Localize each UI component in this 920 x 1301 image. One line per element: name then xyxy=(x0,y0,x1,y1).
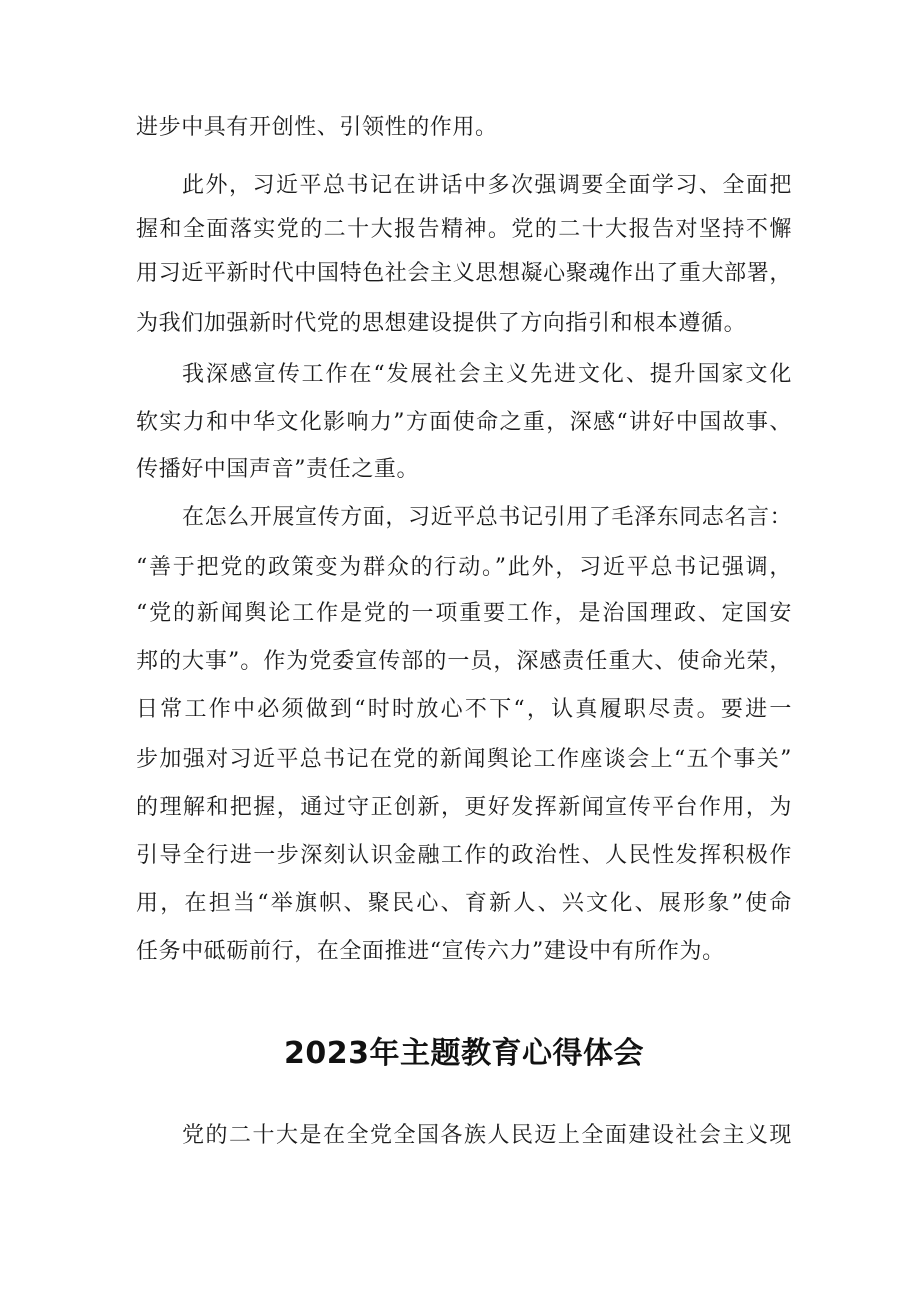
text-line-5: 为我们加强新时代党的思想建设提供了方向指引和根本遵循。 xyxy=(136,311,747,336)
text-line-6: 我深感宣传工作在“发展社会主义先进文化、提升国家文化 xyxy=(182,362,792,387)
text-line-3: 握和全面落实党的二十大报告精神。党的二十大报告对坚持不懈 xyxy=(136,217,792,242)
text-line-14: 步加强对习近平总书记在党的新闻舆论工作座谈会上“五个事关” xyxy=(136,747,792,772)
text-line-16: 引导全行进一步深刻认识金融工作的政治性、人民性发挥积极作 xyxy=(136,843,792,868)
text-line-2: 此外，习近平总书记在讲话中多次强调要全面学习、全面把 xyxy=(182,173,792,198)
text-line-15: 的理解和把握，通过守正创新，更好发挥新闻宣传平台作用，为 xyxy=(136,795,792,820)
closing-text-line: 党的二十大是在全党全国各族人民迈上全面建设社会主义现 xyxy=(182,1123,792,1148)
text-line-13: 日常工作中必须做到“时时放心不下“，认真履职尽责。要进一 xyxy=(136,697,792,722)
text-line-11: “党的新闻舆论工作是党的一项重要工作，是治国理政、定国安 xyxy=(136,601,792,626)
section-title: 2023年主题教育心得体会 xyxy=(284,1036,644,1071)
text-line-18: 任务中砥砺前行，在全面推进“宣传六力”建设中有所作为。 xyxy=(136,939,725,964)
text-line-9: 在怎么开展宣传方面，习近平总书记引用了毛泽东同志名言： xyxy=(182,505,793,530)
text-line-7: 软实力和中华文化影响力”方面使命之重，深感“讲好中国故事、 xyxy=(136,410,792,435)
text-line-12: 邦的大事”。作为党委宣传部的一员，深感责任重大、使命光荣， xyxy=(136,649,792,674)
text-line-10: “善于把党的政策变为群众的行动。”此外，习近平总书记强调， xyxy=(136,555,792,580)
text-line-4: 用习近平新时代中国特色社会主义思想凝心聚魂作出了重大部署， xyxy=(136,261,792,286)
text-line-17: 用，在担当“举旗帜、聚民心、育新人、兴文化、展形象”使命 xyxy=(136,891,792,916)
text-line-1: 进步中具有开创性、引领性的作用。 xyxy=(136,115,498,140)
text-line-8: 传播好中国声音”责任之重。 xyxy=(136,457,420,482)
